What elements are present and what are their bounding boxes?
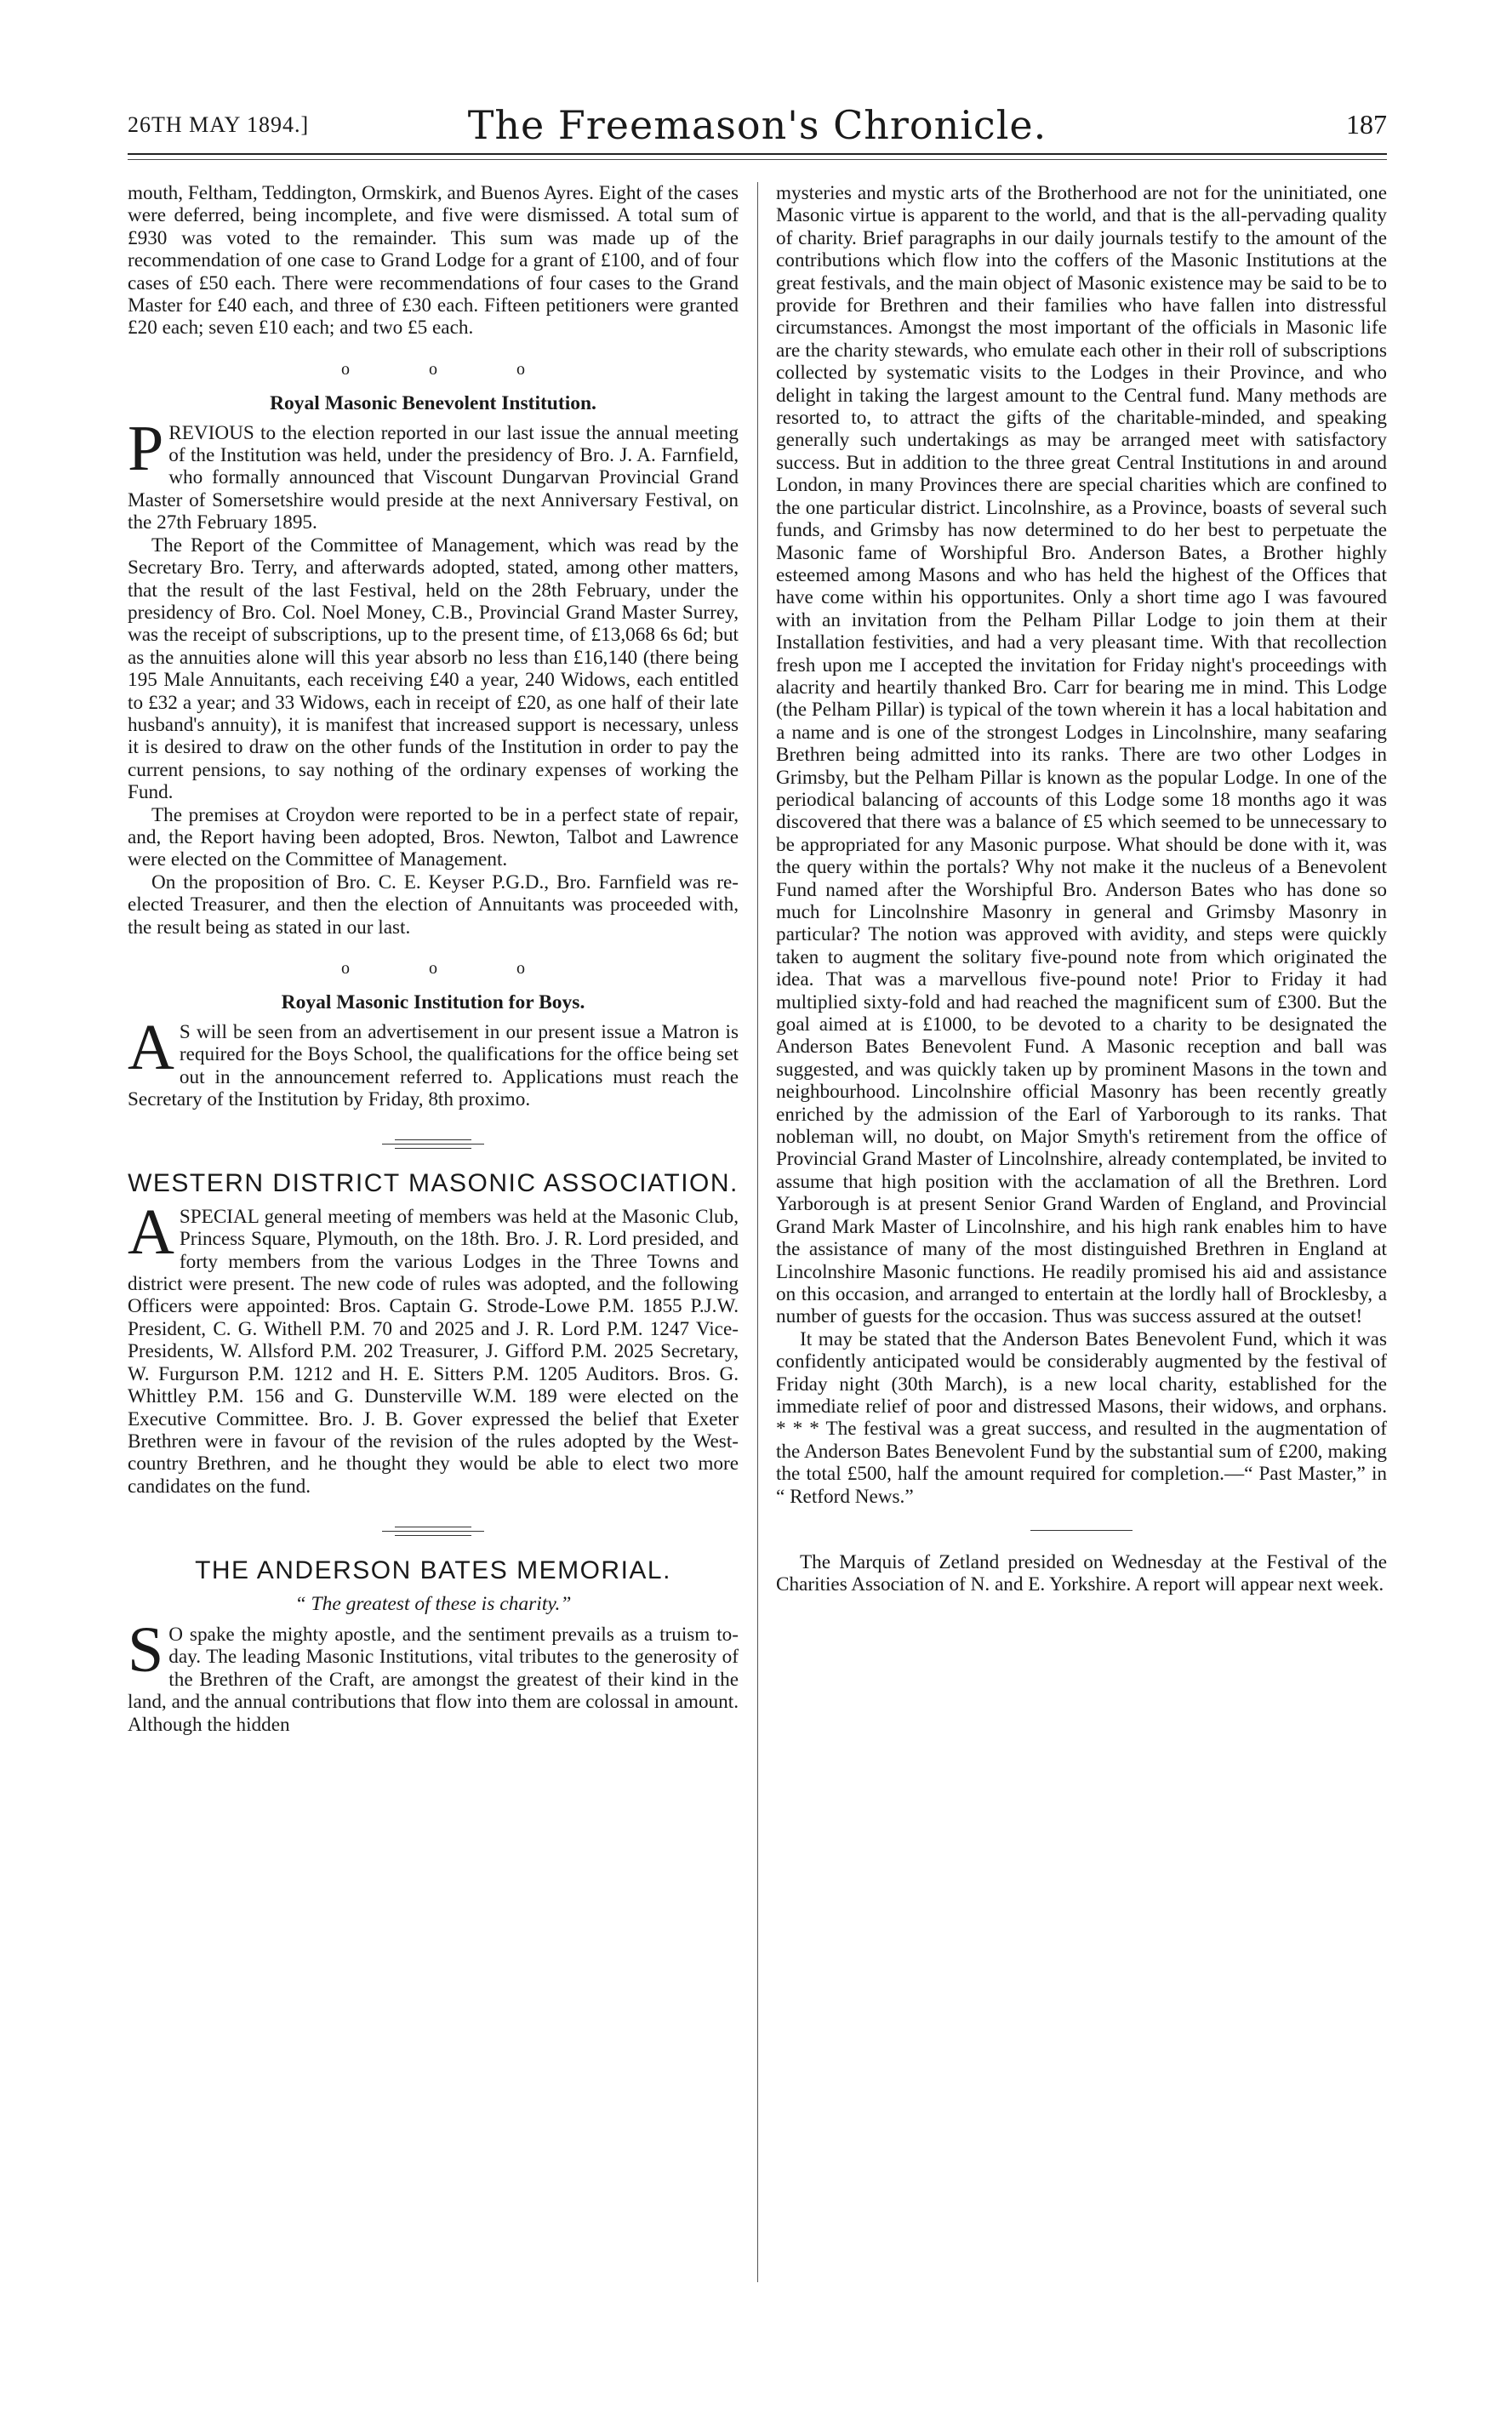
page-number: 187 [1346,109,1387,140]
rmbi-paragraph-2: The Report of the Committee of Management, which was read by the Secretary Bro. Terry, and afterwards adopted, stated, among other matters, that the result of the last Festival, held on the 28th February, under the presidency of Bro. Col. Noel Money, C.B., Provincial Grand Master Surrey, was the receipt of subscriptions, up to the present time, of £13,068 6s 6d; but as the annuities alone will this year absorb no less than £16,140 (there being 195 Male Annuitants, each receiving £40 a year, 240 Widows, each entitled to £32 a year; and 33 Widows, each in receipt of £20, as one half of their late husband's annuity), it is manifest that increased support is necessary, unless it is desired to draw on the other funds of the Institution in order to pay the current pensions, to say nothing of the ordinary expenses of working the Fund. [128,534,739,804]
section-ornament: o o o [341,959,562,978]
rmbi-paragraph-1 [128,412,739,534]
column-divider [757,182,758,2282]
anderson-paragraph-1-text: O spake the mighty apostle, and the sentiment prevails as a truism to-day. The leading Masonic Institutions, vital tributes to the generosity of the Brethren of the Craft, are amongst the greatest of their kind in the land, and the annual contributions that flow into them are colossal in amount. Although the hidden [128,1623,739,1736]
left-column [128,182,739,1736]
section-divider [382,1139,484,1149]
anderson-motto: “ The greatest of these is charity.” [294,1592,572,1615]
masthead [128,100,1387,155]
continuation-paragraph: mouth, Feltham, Teddington, Ormskirk, and Buenos Ayres. Eight of the cases were deferred, being incomplete, and five were dismissed. A total sum of £930 was voted to the remainder. This sum was made up of the recommendation of one case to Grand Lodge for a grant of £100, and of four cases of £50 each. There were recommendations of four cases to the Grand Master for £40 each, and three of £30 each. Fifteen petitioners were granted £20 each; seven £10 each; and two £5 each. [128,182,739,340]
western-paragraph-1 [128,1196,739,1498]
western-heading: WESTERN DISTRICT MASONIC ASSOCIATION. [128,1169,739,1198]
article-columns [128,182,1387,2377]
dropcap-s: S [128,1613,164,1686]
anderson-paragraph-2: It may be stated that the Anderson Bates Benevolent Fund, which it was confidently anticipated would be considerably augmented by the festival of Friday night (30th March), is a new local charity, established for the immediate relief of poor and distressed Masons, their widows, and orphans. * * * The festival was a great success, and resulted in the augmentation of the Anderson Bates Benevolent Fund by the substantial sum of £200, making the total £500, half the amount required for completion.—“ Past Master,” in “ Retford News.” [776,1327,1387,1508]
section-ornament: o o o [341,359,562,379]
boys-paragraph-1 [128,1011,739,1111]
rmbi-heading: Royal Masonic Benevolent Institution. [270,392,596,415]
boys-heading: Royal Masonic Institution for Boys. [281,991,585,1014]
anderson-continuation-paragraph: mysteries and mystic arts of the Brotherhood are not for the uninitiated, one Masonic virtue is apparent to the world, and that is the all-pervading quality of charity. Brief paragraphs in our daily journals testify to the amount of the contributions which flow into the coffers of the Masonic Institutions at the great festivals, and the main object of Masonic existence may be said to be to provide for Brethren and their families who have fallen into distressful circumstances. Amongst the most important of the officials in Masonic life are the charity stewards, who emulate each other in their roll of subscriptions collected by systematic visits to the Lodges in their Province, and who delight in taking the largest amount to the Central fund. Many methods are resorted to, to attract the gifts of the charitable-minded, and speaking generally such undertakings as may be arranged meet with satisfactory success. But in addition to the three great Central Institutions in and around London, in many Provinces there are special charities which are confined to the one particular district. Lincolnshire, as a Province, boasts of several such funds, and Grimsby has now determined to do her best to perpetuate the Masonic fame of Worshipful Bro. Anderson Bates, a Brother highly esteemed among Masons and who has held the highest of the Offices that have come within his opportunites. Only a short time ago I was favoured with an invitation from the Pelham Pillar Lodge to join them at their Installation festivities, and had a very pleasant time. With that recollection fresh upon me I accepted the invitation for Friday night's proceedings with alacrity and heartily thanked Bro. Carr for bearing me in mind. This Lodge (the Pelham Pillar) is typical of the town wherein it has a local habitation and a name and is one of the strongest Lodges in Lincolnshire, many seafaring Brethren being admitted into its ranks. There are two other Lodges in Grimsby, but the Pelham Pillar is known as the popular Lodge. In one of the periodical balancing of accounts of this Lodge some 18 months ago it was discovered that there was a balance of £5 which seemed to be unnecessary to be appropriated for any Masonic purpose. What should be done with it, was the query within the portals? Why not make it the nucleus of a Benevolent Fund named after the Worshipful Bro. Anderson Bates who has done so much for Lincolnshire Masonry in general and Grimsby Masonry in particular? The notion was approved with avidity, and steps were quickly taken to augment the solitary five-pound note from which originated the idea. That was a marvellous five-pound note! Prior to Friday it had multiplied sixty-fold and had reached the magnificent sum of £300. But the goal aimed at is £1000, to be devoted to a charity to be designated the Anderson Bates Benevolent Fund. A Masonic reception and ball was suggested, and was quickly taken up by prominent Masons in the town and neighbourhood. Lincolnshire official Masonry has been recently greatly enriched by the admission of the Earl of Yarborough to its ranks. That nobleman will, no doubt, on Major Smyth's retirement from the office of Provincial Grand Master of Lincolnshire, already contemplated, be invited to assume that high position with the acclamation of all the Brethren. Lord Yarborough is at present Senior Grand Warden of England, and Provincial Grand Mark Master of Lincolnshire, and his high rank enables him to have the assistance of many of the most distinguished Brethren in England at Lincolnshire Masonic functions. He readily promised his aid and assistance on this occasion, and arranged to entertain at the lordly hall of Brocklesby, a number of guests for the occasion. Thus was success assured at the outset! [776,182,1387,1328]
issue-date: 26TH MAY 1894.] [128,112,310,137]
right-column [776,182,1387,1596]
anderson-heading: THE ANDERSON BATES MEMORIAL. [195,1556,671,1585]
western-paragraph-1-text: SPECIAL general meeting of members was held at the Masonic Club, Princess Square, Plymouth, on the 18th. Bro. J. R. Lord presided, and forty members from the various Lodges in the Three Towns and district were present. The new code of rules was adopted, and the following Officers were appointed: Bros. Captain G. Strode-Lowe P.M. 1855 P.J.W. President, C. G. Withell P.M. 70 and 2025 and J. R. Lord P.M. 1247 Vice-Presidents, W. Allsford P.M. 202 Treasurer, J. Gifford P.M. 2025 Secretary, W. Furgurson P.M. 1212 and H. E. Sitters P.M. 1205 Auditors. Bros. G. Whittley P.M. 156 and G. Dunsterville W.M. 189 were elected on the Executive Committee. Bro. J. B. Gover expressed the belief that Exeter Brethren were in favour of the revision of the rules adopted by the West-country Brethren, and he thought they would be able to elect two more candidates on the fund. [128,1205,739,1498]
anderson-paragraph-1 [128,1613,739,1736]
dropcap-p: P [128,412,164,484]
dropcap-a: A [128,1011,174,1083]
masthead-rule [128,159,1387,160]
zetland-paragraph: The Marquis of Zetland presided on Wednesday at the Festival of the Charities Association of N. and E. Yorkshire. A report will appear next week. [776,1550,1387,1596]
publication-title: The Freemason's Chronicle. [467,102,1047,148]
rmbi-paragraph-3: The premises at Croydon were reported to be in a perfect state of repair, and, the Report having been adopted, Bros. Newton, Talbot and Lawrence were elected on the Committee of Management. [128,803,739,871]
section-divider [382,1527,484,1536]
section-divider [1030,1530,1133,1531]
boys-paragraph-1-text: S will be seen from an advertisement in our present issue a Matron is required for the Boys School, the qualifications for the office being set out in the announcement referred to. Applications must reach the Secretary of the Institution by Friday, 8th proximo. [128,1020,739,1111]
newspaper-page [128,100,1387,2381]
dropcap-a: A [128,1196,174,1268]
rmbi-paragraph-4: On the proposition of Bro. C. E. Keyser P.G.D., Bro. Farnfield was re-elected Treasurer, and then the election of Annuitants was proceeded with, the result being as stated in our last. [128,871,739,939]
rmbi-paragraph-1-text: REVIOUS to the election reported in our last issue the annual meeting of the Institution was held, under the presidency of Bro. J. A. Farnfield, who formally announced that Viscount Dungarvan Provincial Grand Master of Somersetshire would preside at the next Anniversary Festival, on the 27th February 1895. [128,421,739,534]
